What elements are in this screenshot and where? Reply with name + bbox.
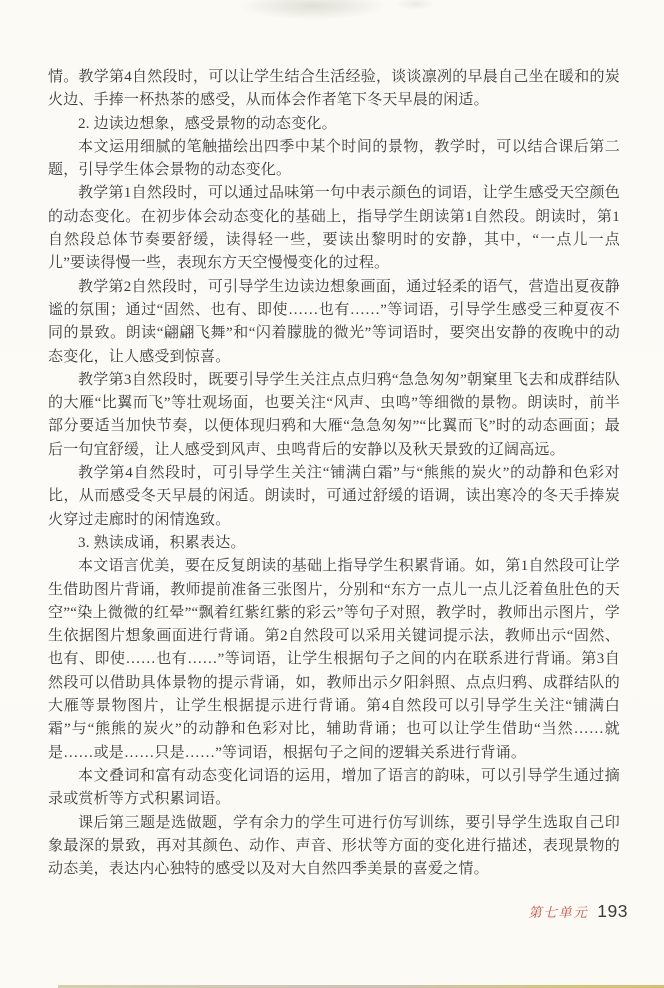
paragraph: 教学第1自然段时，可以通过品味第一句中表示颜色的词语，让学生感受天空颜色的动态变化。在初步体会动态变化的基础上，指导学生朗读第1自然段。朗读时，第1自然段总体节奏要舒缓，读得轻一些，要读出黎明时的安静，其中，“一点儿一点儿”要读得慢一些，表现东方天空慢慢变化的过程。: [48, 185, 620, 272]
paragraph: 本文语言优美，要在反复朗读的基础上指导学生积累背诵。如，第1自然段可让学生借助图片背诵，教师提前准备三张图片，分别和“东方一点儿一点儿泛着鱼肚色的天空”“染上微微的红晕”“飘着红紫红紫的彩云”等句子对照，教学时，教师出示图片，学生依据图片想象画面进行背诵。第2自然段可以采用关键词提示法，教师出示“固然、也有、即使……也有……”等词语，让学生根据句子之间的内在联系进行背诵。第3自然段可以借助具体景物的提示背诵，如，教师出示夕阳斜照、点点归鸦、成群结队的大雁等景物图片，让学生根据提示进行背诵。第4自然段可以引导学生关注“铺满白霜”与“熊熊的炭火”的动静和色彩对比，辅助背诵；也可以让学生借助“当然……就是……或是……只是……”等词语，根据句子之间的逻辑关系进行背诵。: [48, 558, 620, 761]
paragraph: 教学第3自然段时，既要引导学生关注点点归鸦“急急匆匆”朝窠里飞去和成群结队的大雁“比翼而飞”等壮观场面，也要关注“风声、虫鸣”等细微的景物。朗读时，前半部分要适当加快节奏，以便体现归鸦和大雁“急急匆匆”“比翼而飞”时的动态画面；最后一句宜舒缓，让人感受到风声、虫鸣背后的安静以及秋天景致的辽阔高远。: [48, 371, 620, 458]
paragraph: 本文叠词和富有动态变化词语的运用，增加了语言的韵味，可以引导学生通过摘录或赏析等方式积累词语。: [48, 767, 620, 808]
page-footer: [528, 901, 628, 922]
page-number: 193: [597, 901, 628, 921]
scan-smudge-small: [395, 0, 435, 10]
page-body: [48, 66, 620, 881]
scan-smudge: [238, 0, 388, 20]
paragraph: 情。教学第4自然段时，可以让学生结合生活经验，谈谈凛冽的早晨自己坐在暖和的炭火边、手捧一杯热茶的感受，从而体会作者笔下冬天早晨的闲适。: [48, 69, 620, 109]
paragraph: 教学第2自然段时，可引导学生边读边想象画面，通过轻柔的语气，营造出夏夜静谧的氛围；通过“固然、也有、即使……也有……”等词语，引导学生感受三种夏夜不同的景致。朗读“翩翩飞舞”和“闪着朦胧的微光”等词语时，要突出安静的夜晚中的动态变化，让人感受到惊喜。: [48, 278, 620, 365]
paragraph-numbered-point-2: 2. 边读边想象，感受景物的动态变化。: [78, 115, 337, 132]
paragraph: 教学第4自然段时，可引导学生关注“铺满白霜”与“熊熊的炭火”的动静和色彩对比，从而感受冬天早晨的闲适。朗读时，可通过舒缓的语调，读出寒冷的冬天手捧炭火穿过走廊时的闲情逸致。: [48, 465, 620, 528]
paragraph: 本文运用细腻的笔触描绘出四季中某个时间的景物，教学时，可以结合课后第二题，引导学生体会景物的动态变化。: [48, 138, 620, 179]
unit-label: 第七单元: [528, 905, 589, 920]
paragraph: 课后第三题是选做题，学有余力的学生可进行仿写训练，要引导学生选取自己印象最深的景致，再对其颜色、动作、声音、形状等方面的变化进行描述，表现景物的动态美，表达内心独特的感受以及对大自然四季美景的喜爱之情。: [48, 814, 620, 878]
paragraph-numbered-point-3: 3. 熟读成诵，积累表达。: [78, 534, 246, 551]
